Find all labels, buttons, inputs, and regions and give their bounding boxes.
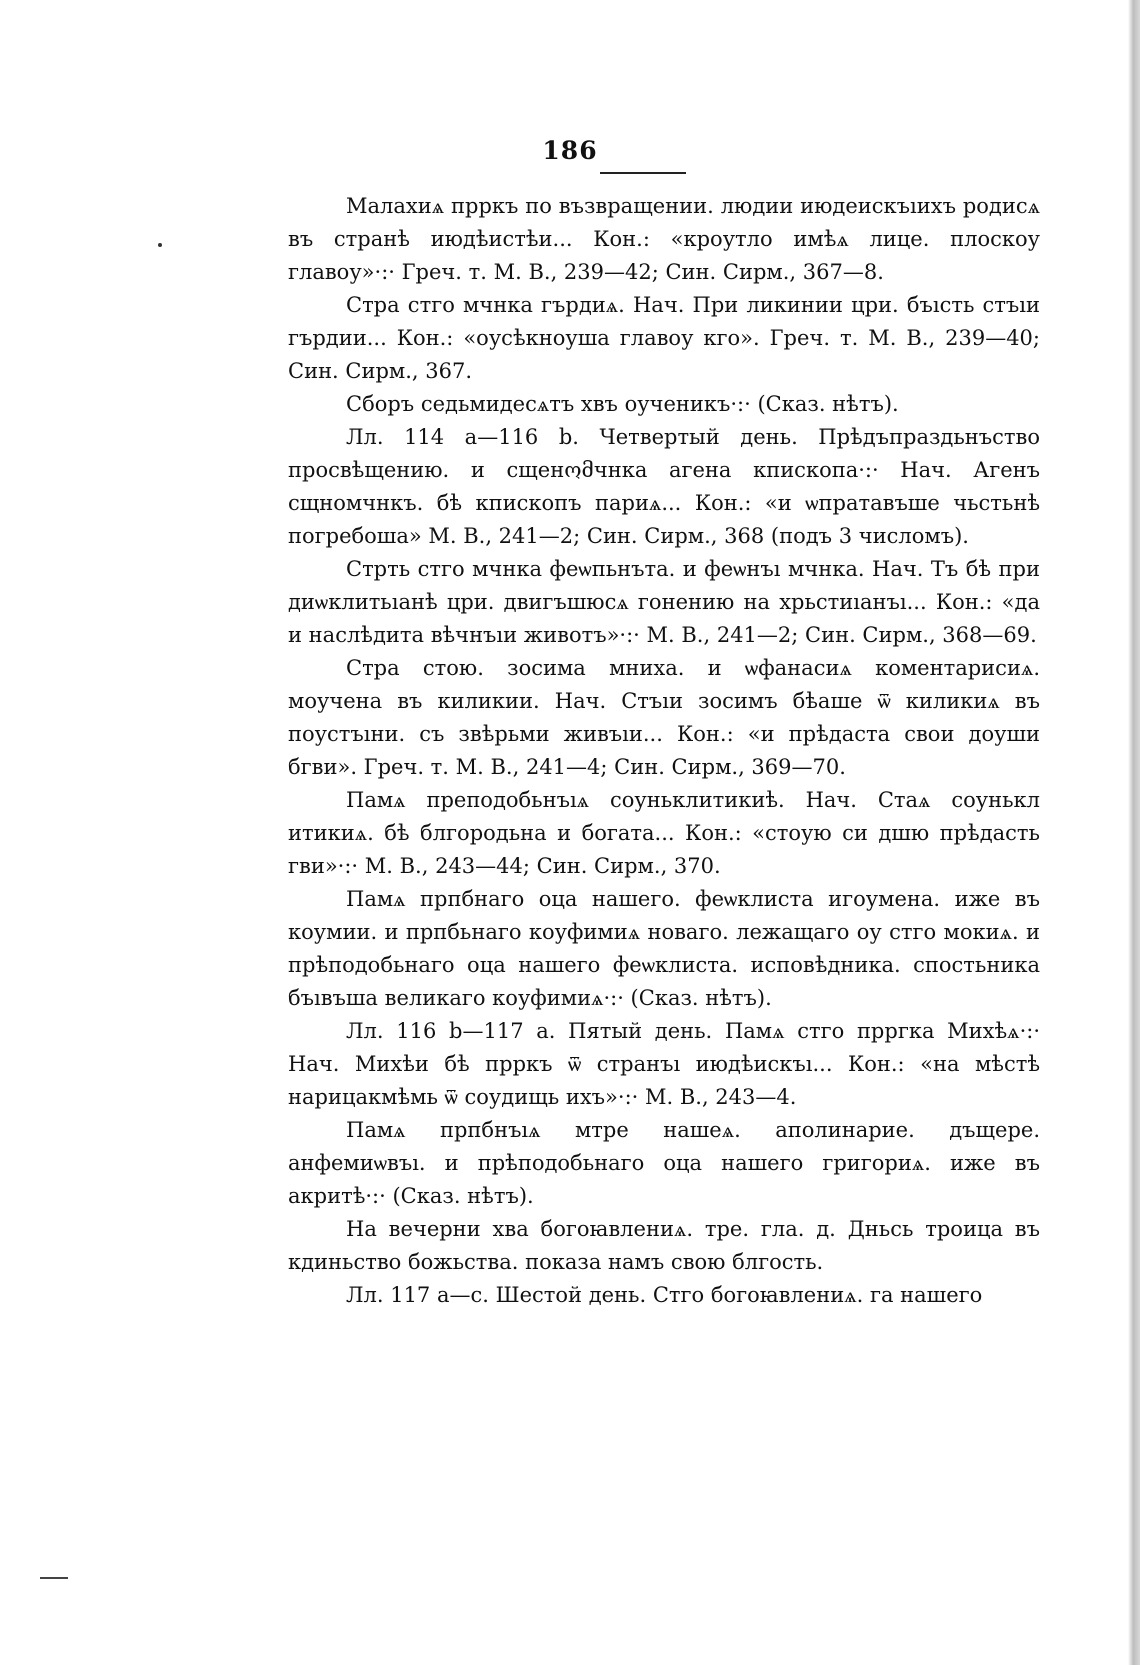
paragraph-vespers: На вечерни хва богоꙗвлениѧ. тре. гла. д. Дньсь троица въ кдиньство божьства. показа намъ свою блгость. bbox=[288, 1217, 1040, 1274]
paragraph-theoctistus: Памѧ прпбнаго оца нашего. феѡклиста игоумена. иже въ коумии. и прпбьнаго коуфимиѧ новаго. лежащаго оу стго мокиѧ. и прѣподобьнаго оца нашего феѡклиста. исповѣдника. спостьника бъıвъша великаго коуфимиѧ·:· (Сказ. нѣтъ). bbox=[288, 887, 1040, 1010]
paragraph-syncletica: Памѧ преподобьнъıѧ соунькл​итикиѣ. Нач. Стаѧ соунькл​итикиѧ. бѣ блгородьна и богата... Кон.: «стоую си дшю прѣдасть гви»·:· М. В., 243—44; Син. Сирм., 370. bbox=[288, 788, 1040, 878]
paragraph-seventy-apostles: Сборъ седьмидесѧтъ хвъ оученикъ·:· (Сказ. нѣтъ). bbox=[346, 392, 899, 416]
page-number: 186 bbox=[542, 136, 598, 165]
paragraph-fourth-day: Лл. 114 а—116 b. Четвертый день. Прѣдъпраздьнъство просвѣщению. и сщенომчнка агена кпископа·:· Нач. Агенъ сщномчнкъ. бѣ кпископъ париѧ... Кон.: «и ѡпратавъше чьстьнѣ погребоша» М. В., 241—2; Син. Сирм., 368 (подъ 3 числомъ). bbox=[288, 425, 1040, 548]
page-edge-line bbox=[1128, 0, 1140, 1665]
paragraph-malachi: Малахиѧ прркъ по възвращении. людии июдеискъıихъ родисѧ въ странѣ июдѣистѣи... Кон.: «кроутло имѣѧ лице. плоскоу главоу»·:· Греч. т. М. В., 239—42; Син. Сирм., 367—8. bbox=[288, 194, 1040, 284]
paragraph-zosimas: Стра стою. зосима мниха. и ѡфанасиѧ коментарисиѧ. моучена въ киликии. Нач. Стъıи зосимъ бѣаше ѿ киликиѧ въ поустъıни. съ звѣрьми живъıи... Кон.: «и прѣдаста свои доуши бгви». Греч. т. М. В., 241—4; Син. Сирм., 369—70. bbox=[288, 656, 1040, 779]
paragraph-gordius: Стра стго мчнка гърдиѧ. Нач. При ликинии цри. бъıсть стъıи гърдии... Кон.: «оусѣкноуша главоу кго». Греч. т. М. В., 239—40; Син. Сирм., 367. bbox=[288, 293, 1040, 383]
page-number-rule bbox=[600, 172, 686, 174]
paragraph-theopemptus: Стрть стго мчнка феѡпьнъта. и феѡнъı мчнка. Нач. Тъ бѣ при диѡклитьıанѣ цри. двигъшюсѧ гонению на хрьстиıанъı... Кон.: «да и наслѣдита вѣчнъıи животъ»·:· М. В., 241—2; Син. Сирм., 368—69. bbox=[288, 557, 1040, 647]
body-text bbox=[288, 190, 1040, 1312]
paragraph-apollinaria: Памѧ прпбнъıѧ мтре нашеѧ. аполинарие. дъщере. анфемиѡвъı. и прѣподобьнаго оца нашего григориѧ. иже въ акритѣ·:· (Сказ. нѣтъ). bbox=[288, 1118, 1040, 1208]
margin-dash-mark bbox=[40, 1577, 68, 1579]
paragraph-sixth-day: Лл. 117 а—с. Шестой день. Стго богоꙗвлениѧ. га нашего bbox=[346, 1283, 983, 1307]
margin-dot-mark bbox=[158, 243, 162, 247]
paragraph-fifth-day: Лл. 116 b—117 а. Пятый день. Памѧ стго прргка Михѣѧ·:· Нач. Михѣи бѣ прркъ ѿ странъı июдѣискъı... Кон.: «на мѣстѣ нарицакмѣмь ѿ соудищь ихъ»·:· М. В., 243—4. bbox=[288, 1019, 1040, 1109]
